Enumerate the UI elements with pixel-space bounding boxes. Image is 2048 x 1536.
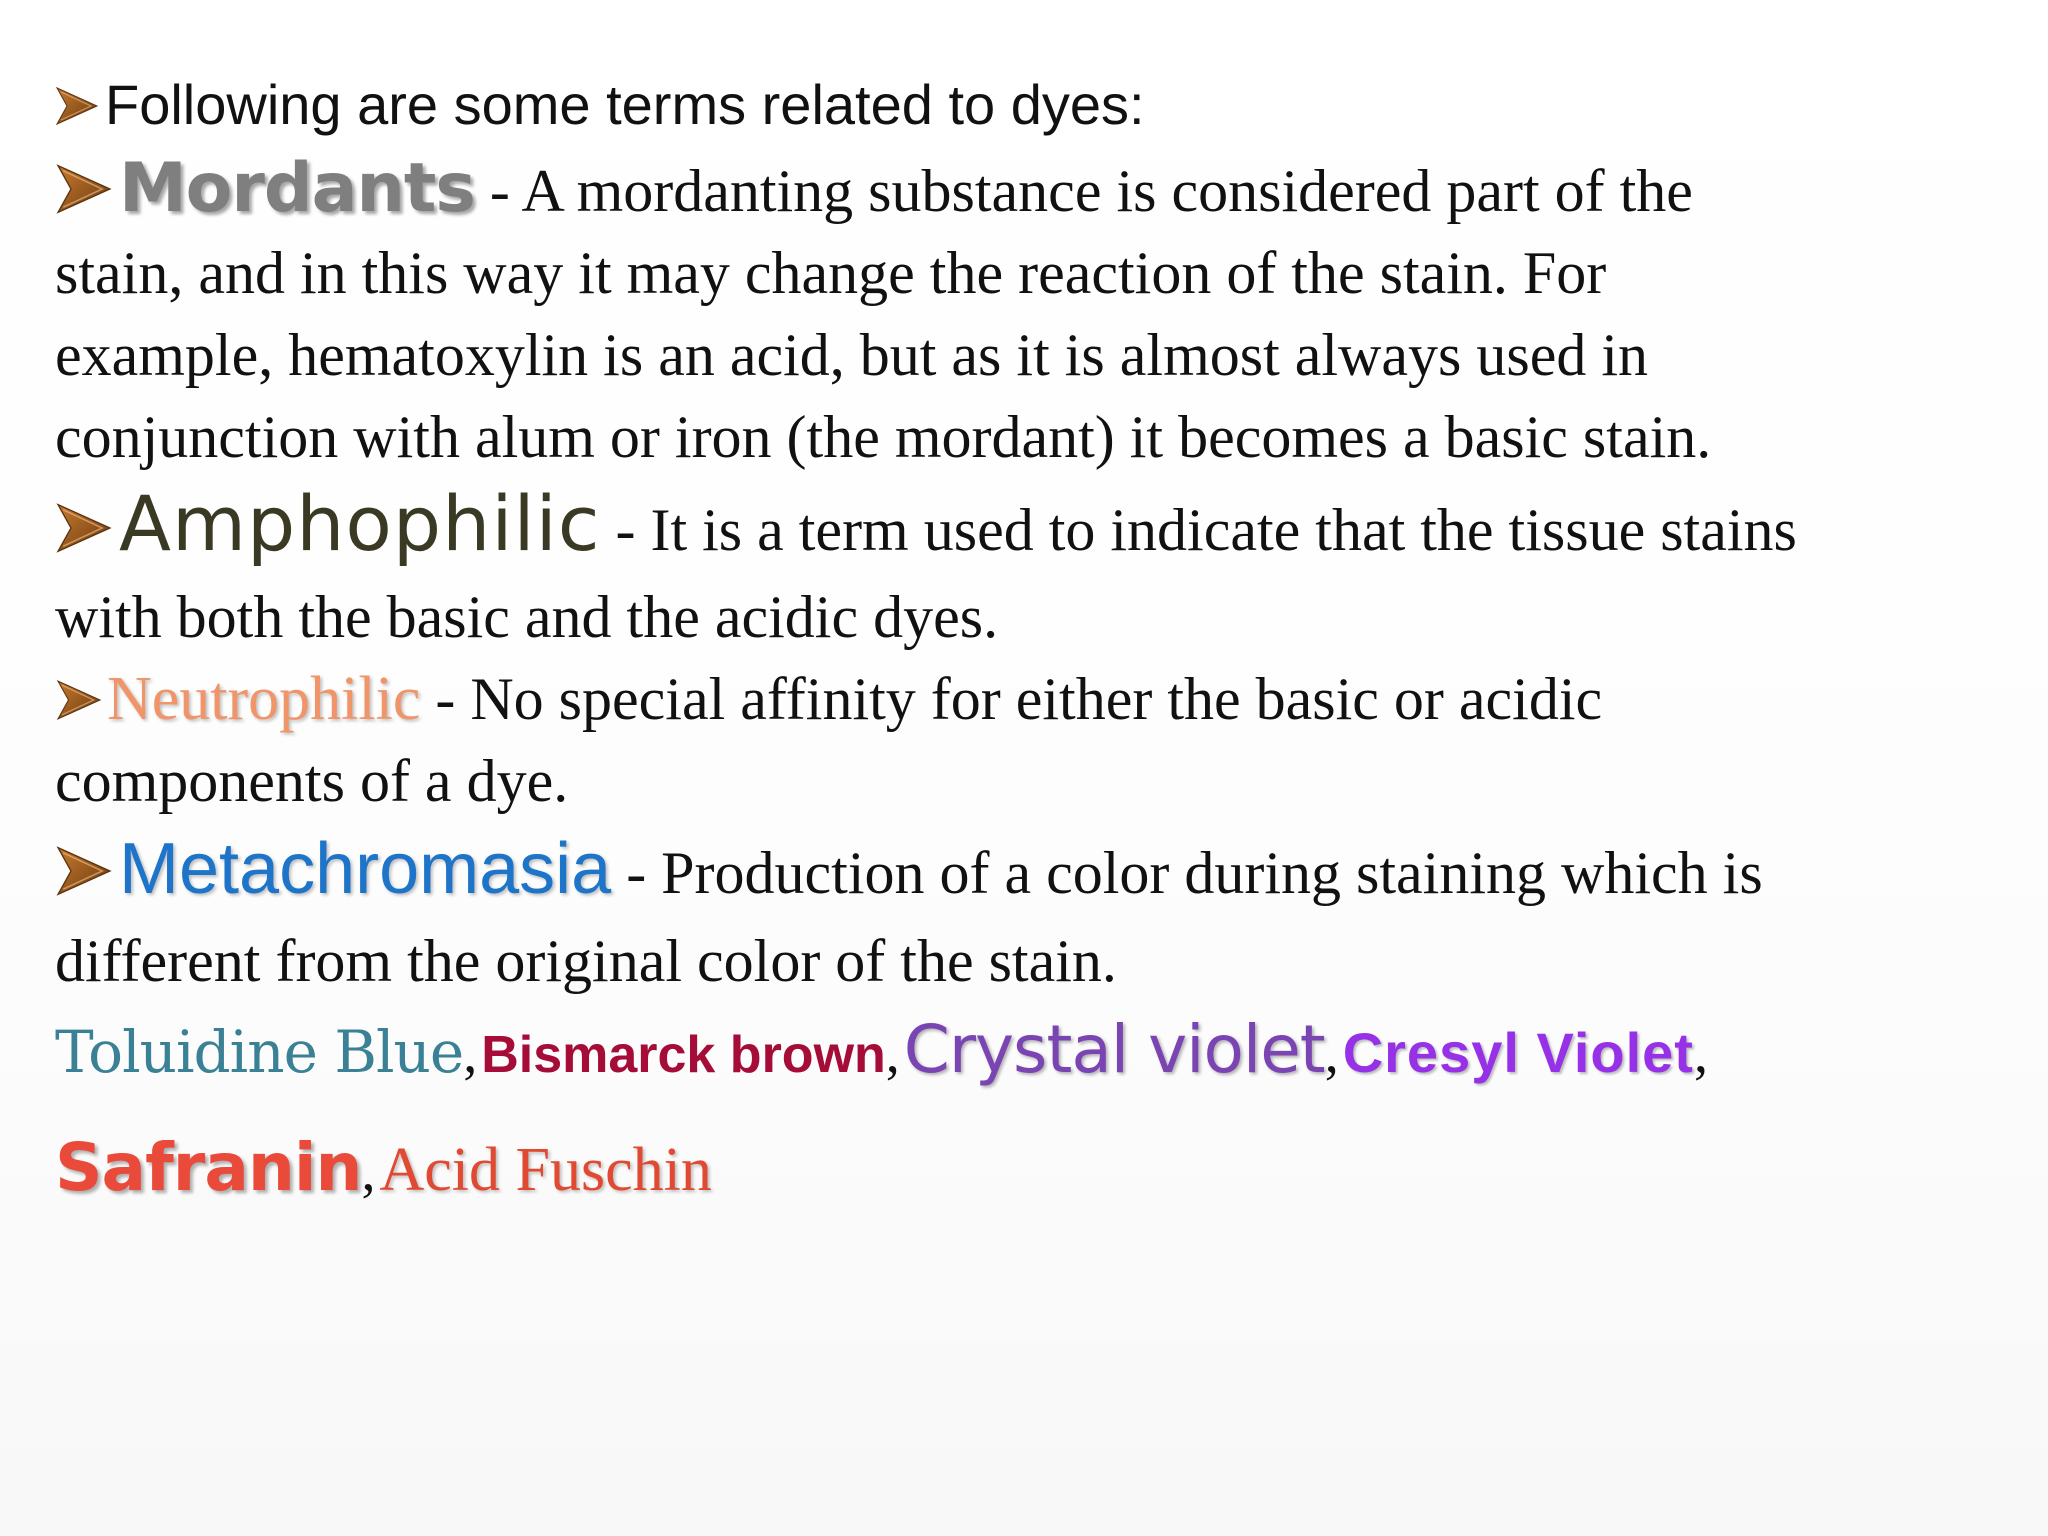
intro-line [55,62,2015,148]
dye-bismarck-brown: Bismarck brown [481,1026,886,1084]
term-neutrophilic: Neutrophilic [107,665,421,733]
dye-toluidine-blue: Toluidine Blue [55,1018,464,1086]
term-neutrophilic-line [55,658,2015,740]
dye-acid-fuschin: Acid Fuschin [379,1136,712,1204]
dye-separator: , [361,1141,376,1203]
bullet-arrow-icon [55,163,113,215]
dye-separator: , [1693,1023,1708,1085]
neutrophilic-definition-2: components of a dye. [55,748,569,814]
amphophilic-definition-1: - It is a term used to indicate that the tissue stains [600,497,1797,563]
metachromasia-definition-2: different from the original color of the stain. [55,928,1117,994]
mordants-definition-3: example, hematoxylin is an acid, but as it is almost always used in [55,322,1649,388]
amphophilic-definition-2: with both the basic and the acidic dyes. [55,584,999,650]
dye-separator: , [1324,1023,1339,1085]
dye-separator: , [463,1023,478,1085]
neutrophilic-definition-1: - No special affinity for either the basic or acidic [420,666,1603,732]
term-metachromasia-line [55,822,2015,920]
metachromasia-definition-1: - Production of a color during staining which is [611,840,1763,906]
bullet-arrow-icon [55,679,103,721]
mordants-definition-1: - A mordanting substance is considered part of the [474,158,1693,224]
dye-cresyl-violet: Cresyl Violet [1342,1021,1694,1084]
dye-list-row-2 [55,1116,2015,1238]
dye-separator: , [885,1023,900,1085]
bullet-arrow-icon [55,86,99,126]
slide-content [55,62,2015,1238]
dye-crystal-violet: Crystal violet [903,1011,1325,1088]
term-mordants: Mordants [119,149,475,228]
intro-text: Following are some terms related to dyes: [105,73,1145,136]
term-metachromasia: Metachromasia [119,829,612,909]
mordants-definition-4: conjunction with alum or iron (the mordant) it becomes a basic stain. [55,404,1712,470]
dye-safranin: Safranin [55,1129,362,1206]
term-mordants-line [55,148,2015,232]
term-amphophilic-line [55,478,2015,576]
mordants-definition-2: stain, and in this way it may change the reaction of the stain. For [55,240,1607,306]
dye-list-row-1 [55,1002,2015,1116]
bullet-arrow-icon [55,502,113,554]
bullet-arrow-icon [55,845,113,897]
term-amphophilic: Amphophilic [119,479,601,568]
